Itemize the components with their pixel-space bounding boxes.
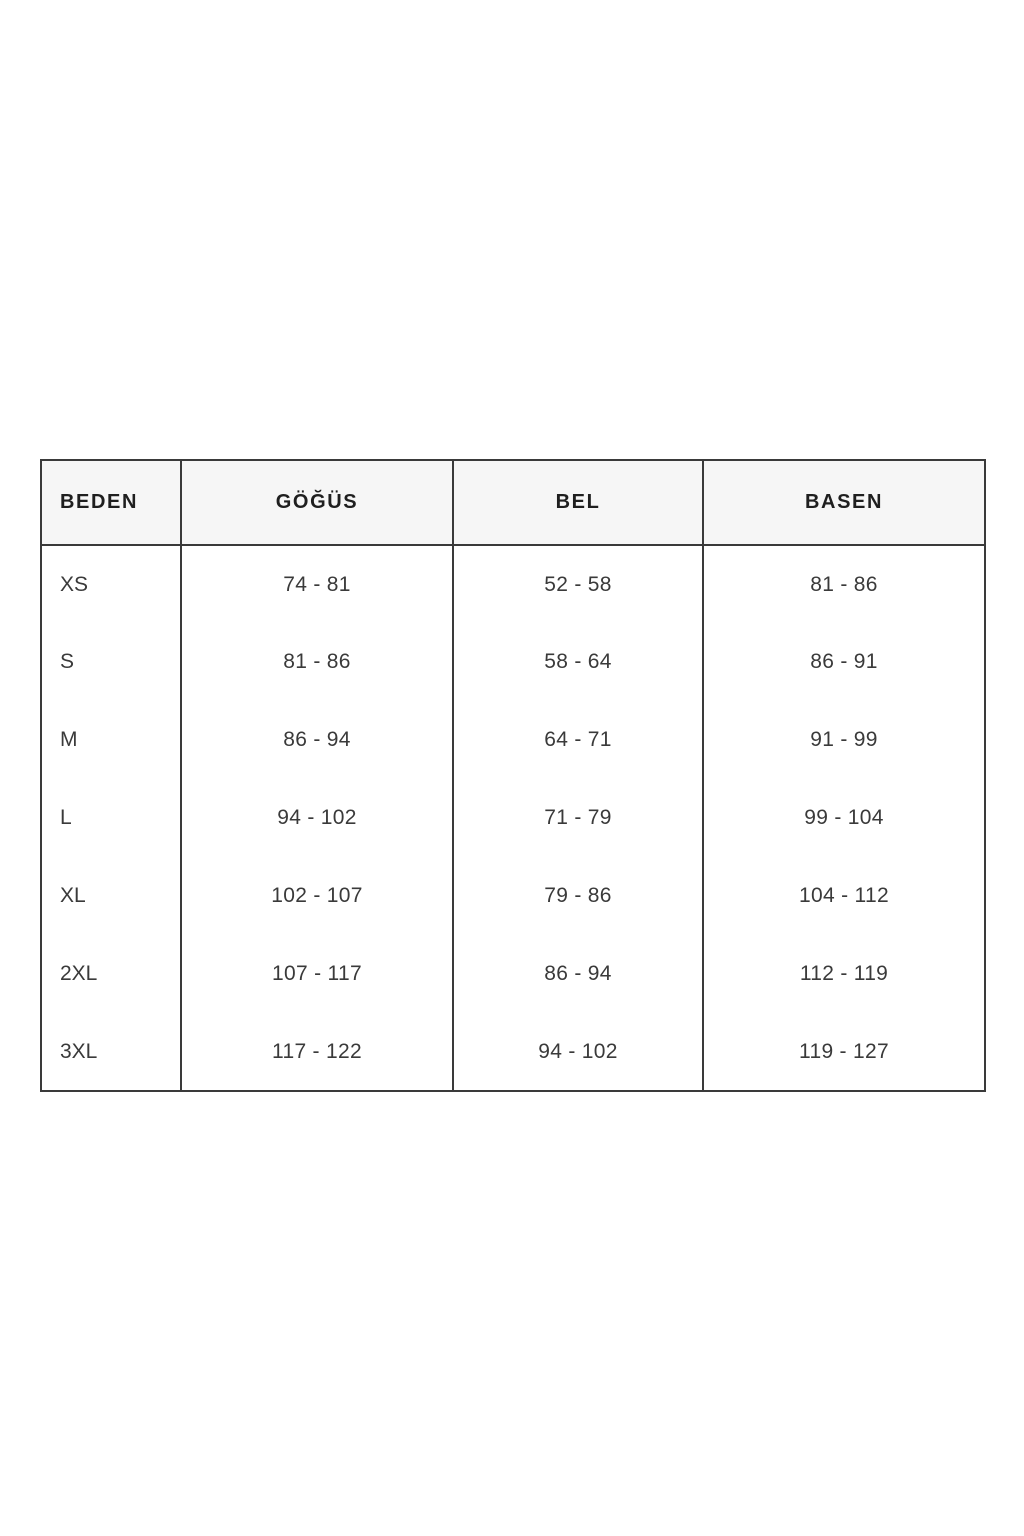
cell-gogus: 74 - 81 <box>181 545 453 623</box>
cell-basen: 104 - 112 <box>703 857 985 935</box>
cell-gogus: 107 - 117 <box>181 935 453 1013</box>
table-row <box>41 779 985 857</box>
cell-gogus: 117 - 122 <box>181 1013 453 1091</box>
cell-basen: 91 - 99 <box>703 701 985 779</box>
table-header <box>41 460 985 545</box>
column-header-basen: BASEN <box>703 460 985 545</box>
column-header-gogus: GÖĞÜS <box>181 460 453 545</box>
table-body <box>41 545 985 1091</box>
cell-basen: 86 - 91 <box>703 623 985 701</box>
cell-bel: 52 - 58 <box>453 545 703 623</box>
table-row <box>41 545 985 623</box>
cell-gogus: 94 - 102 <box>181 779 453 857</box>
cell-beden: XS <box>41 545 181 623</box>
table-row <box>41 701 985 779</box>
table-header-row <box>41 460 985 545</box>
cell-bel: 94 - 102 <box>453 1013 703 1091</box>
table-row <box>41 623 985 701</box>
cell-gogus: 86 - 94 <box>181 701 453 779</box>
table-row <box>41 857 985 935</box>
cell-bel: 71 - 79 <box>453 779 703 857</box>
cell-bel: 79 - 86 <box>453 857 703 935</box>
cell-gogus: 102 - 107 <box>181 857 453 935</box>
cell-basen: 119 - 127 <box>703 1013 985 1091</box>
cell-basen: 112 - 119 <box>703 935 985 1013</box>
size-chart-table <box>40 459 986 1092</box>
cell-beden: L <box>41 779 181 857</box>
column-header-bel: BEL <box>453 460 703 545</box>
cell-gogus: 81 - 86 <box>181 623 453 701</box>
cell-bel: 86 - 94 <box>453 935 703 1013</box>
cell-beden: 3XL <box>41 1013 181 1091</box>
table-row <box>41 1013 985 1091</box>
table-row <box>41 935 985 1013</box>
cell-bel: 64 - 71 <box>453 701 703 779</box>
cell-bel: 58 - 64 <box>453 623 703 701</box>
cell-beden: M <box>41 701 181 779</box>
column-header-beden: BEDEN <box>41 460 181 545</box>
size-chart-container <box>40 459 984 1092</box>
cell-beden: XL <box>41 857 181 935</box>
cell-beden: S <box>41 623 181 701</box>
cell-basen: 81 - 86 <box>703 545 985 623</box>
cell-basen: 99 - 104 <box>703 779 985 857</box>
cell-beden: 2XL <box>41 935 181 1013</box>
